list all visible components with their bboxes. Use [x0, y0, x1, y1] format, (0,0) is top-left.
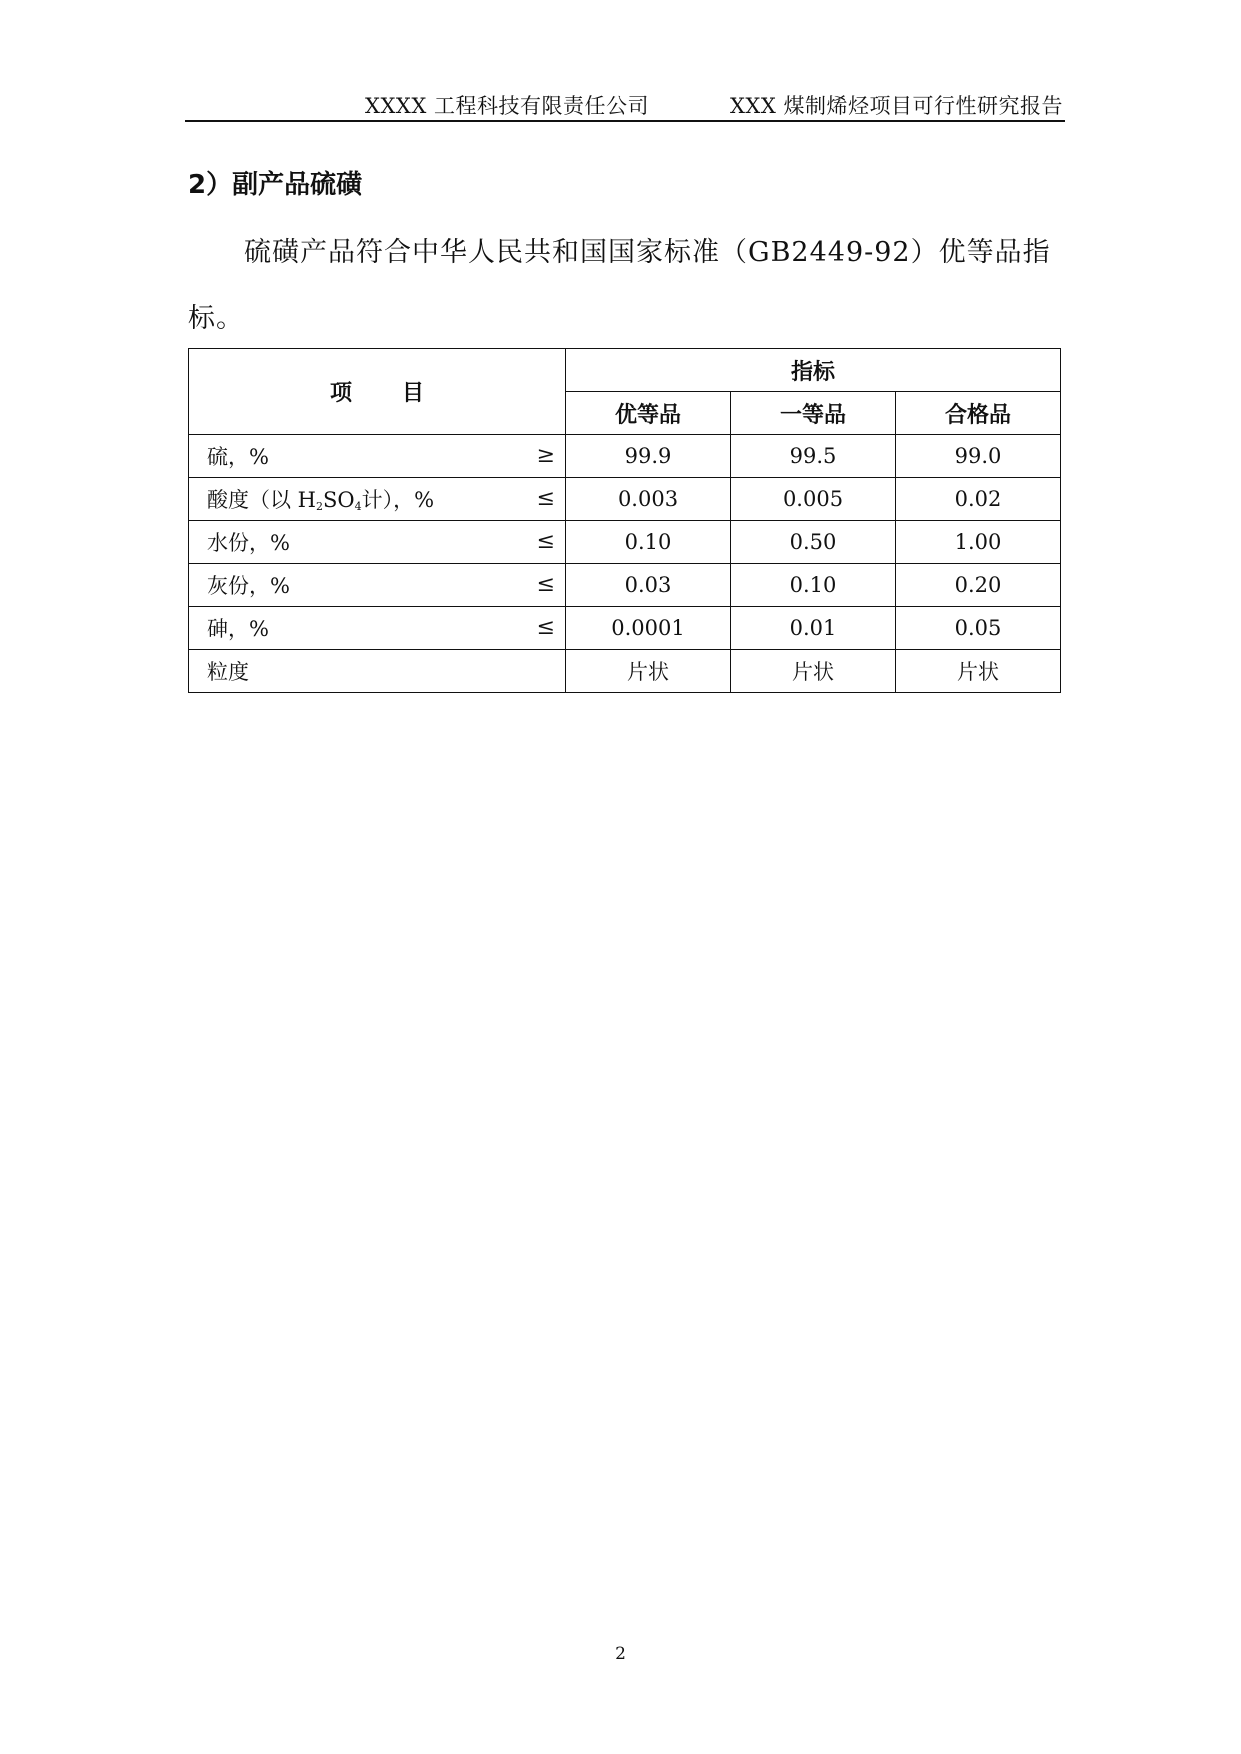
- row-value-first: 0.50: [731, 521, 896, 564]
- row-item: [189, 478, 566, 521]
- section-paragraph: 硫磺产品符合中华人民共和国国家标准（GB2449-92）优等品指标。: [188, 237, 1051, 334]
- row-item: [189, 650, 566, 693]
- item-header-part-1: 项: [329, 381, 352, 406]
- row-value-qualified: 片状: [896, 650, 1061, 693]
- row-value-superior: 0.0001: [566, 607, 731, 650]
- row-item-name: 灰份，%: [207, 574, 290, 598]
- sulfur-spec-table: [188, 348, 1061, 693]
- row-comparator: ≤: [536, 529, 555, 554]
- row-item-name: 粒度: [207, 660, 249, 684]
- row-comparator: ≥: [536, 443, 555, 468]
- row-value-first: 0.10: [731, 564, 896, 607]
- row-item: [189, 521, 566, 564]
- row-value-first: 0.005: [731, 478, 896, 521]
- table-row: [189, 564, 1061, 607]
- table-row: [189, 650, 1061, 693]
- row-value-qualified: 0.20: [896, 564, 1061, 607]
- table-row: [189, 478, 1061, 521]
- row-value-superior: 0.03: [566, 564, 731, 607]
- item-header: [189, 349, 566, 435]
- row-comparator: ≤: [536, 615, 555, 640]
- row-item: [189, 435, 566, 478]
- header-report-title: XXX 煤制烯烃项目可行性研究报告: [729, 94, 1063, 118]
- item-header-part-2: 目: [402, 381, 425, 406]
- row-value-qualified: 1.00: [896, 521, 1061, 564]
- row-item: [189, 564, 566, 607]
- row-value-qualified: 0.02: [896, 478, 1061, 521]
- row-value-qualified: 99.0: [896, 435, 1061, 478]
- row-value-superior: 99.9: [566, 435, 731, 478]
- index-header: 指标: [566, 349, 1061, 392]
- row-value-first: 片状: [731, 650, 896, 693]
- row-value-superior: 0.10: [566, 521, 731, 564]
- row-item-name: 砷，%: [207, 617, 269, 641]
- row-value-superior: 片状: [566, 650, 731, 693]
- row-value-qualified: 0.05: [896, 607, 1061, 650]
- row-value-first: 0.01: [731, 607, 896, 650]
- grade-header-qualified: 合格品: [896, 392, 1061, 435]
- row-item-name: 硫，%: [207, 445, 269, 469]
- grade-header-first: 一等品: [731, 392, 896, 435]
- row-value-first: 99.5: [731, 435, 896, 478]
- grade-header-superior: 优等品: [566, 392, 731, 435]
- table-row: [189, 435, 1061, 478]
- row-item-name: 水份，%: [207, 531, 290, 555]
- table-row: [189, 607, 1061, 650]
- section-heading: 2）副产品硫磺: [188, 170, 363, 200]
- row-comparator: ≤: [536, 572, 555, 597]
- header-company: XXXX 工程科技有限责任公司: [365, 94, 649, 118]
- page-header: [185, 86, 1065, 122]
- row-comparator: ≤: [536, 486, 555, 511]
- table-row: [189, 521, 1061, 564]
- row-item-name: 酸度（以 $H_2SO_4$计），%: [207, 488, 435, 513]
- row-value-superior: 0.003: [566, 478, 731, 521]
- row-item: [189, 607, 566, 650]
- page-number: 2: [615, 1644, 626, 1664]
